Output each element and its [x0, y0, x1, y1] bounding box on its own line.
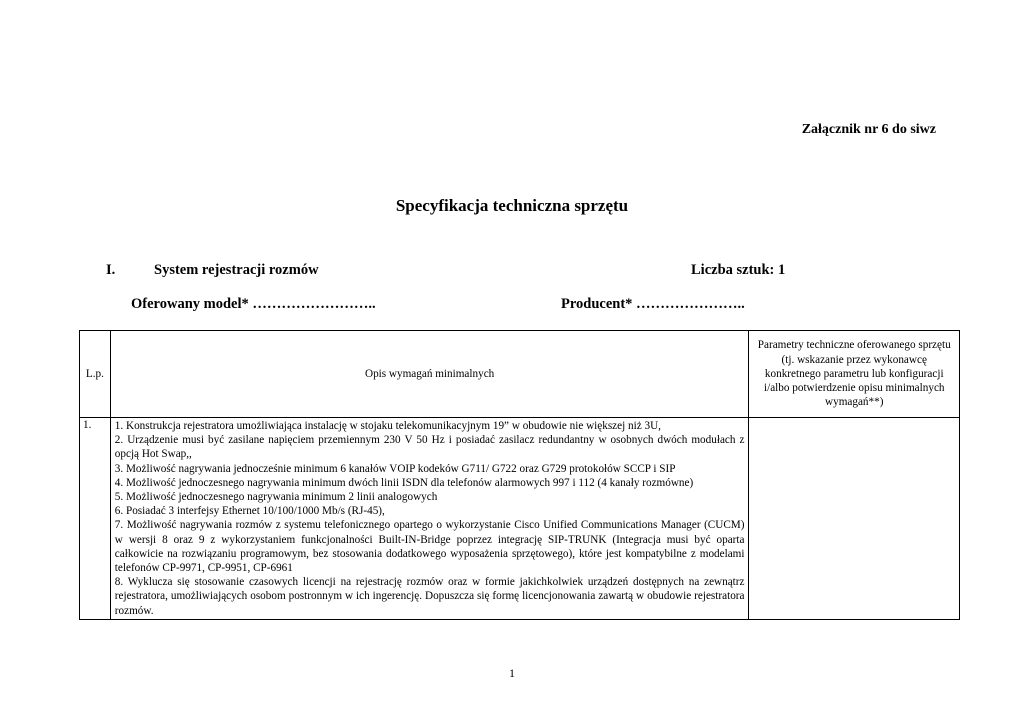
requirement-item: 1. Konstrukcja rejestratora umożliwiająca instalację w stojaku telekomunikacyjnym 19” w obudowie nie większej niż 3U, [114, 420, 661, 432]
requirement-item: 6. Posiadać 3 interfejsy Ethernet 10/100/1000 Mb/s (RJ-45), [114, 505, 385, 518]
table-row [80, 418, 960, 620]
header-description: Opis wymagań minimalnych [110, 331, 749, 418]
row-lp: 1. [80, 418, 111, 620]
header-lp: L.p. [80, 331, 111, 418]
requirement-item: 4. Możliwość jednoczesnego nagrywania minimum dwóch linii ISDN dla telefonów alarmowych 997 i 112 (4 kanały rozmówne) [114, 476, 694, 489]
specification-table [79, 330, 960, 620]
requirement-item: 2. Urządzenie musi być zasilane napięciem przemiennym 230 V 50 Hz i posiadać zasilacz redundantny w osobnych dwóch modułach z opcją Hot Swap,, [114, 434, 745, 461]
table-header-row [80, 331, 960, 418]
offered-model-label: Oferowany model* …………………….. [131, 296, 376, 312]
page-title: Specyfikacja techniczna sprzętu [395, 196, 629, 215]
producer-label: Producent* ………………….. [561, 296, 745, 312]
requirement-item: 7. Możliwość nagrywania rozmów z systemu telefonicznego opartego o wykorzystanie Cisco Unified Communications Manager (CUCM) w wersji 8 oraz 9 z wykorzystaniem funkcjonalności Built-IN-Bridge poprzez integrację SIP-TRUNK (Integracja musi być oparta całkowicie na rozwiązaniu programowym, bez stosowania dodatkowego wyposażenia sprzętowego), które jest kompatybilne z modelami telefonów CP-9971, CP-9951, CP-6961 [114, 519, 745, 575]
requirements-cell [110, 418, 749, 620]
page-number: 1 [509, 666, 515, 680]
annex-label: Załącznik nr 6 do siwz [801, 122, 936, 137]
quantity-label: Liczba sztuk: 1 [691, 262, 786, 278]
section-number: I. [106, 262, 116, 278]
requirement-item: 8. Wyklucza się stosowanie czasowych licencji na rejestrację rozmów oraz w formie jakichkolwiek urządzeń dostępnych na zewnątrz rejestratora, umożliwiających osobom postronnym w ich ingerencję. Dopuszcza się formę licencjonowania zawartą w obudowie rejestratora rozmów. [114, 576, 745, 617]
parameters-cell[interactable] [749, 418, 960, 620]
header-parameters: Parametry techniczne oferowanego sprzętu (tj. wskazanie przez wykonawcę konkretnego parametru lub konfiguracji i/albo potwierdzenie opisu minimalnych wymagań**) [749, 331, 960, 418]
requirement-item: 5. Możliwość jednoczesnego nagrywania minimum 2 linii analogowych [114, 491, 438, 504]
section-name: System rejestracji rozmów [154, 262, 319, 278]
requirement-item: 3. Możliwość nagrywania jednocześnie minimum 6 kanałów VOIP kodeków G711/ G722 oraz G729 protokołów SCCP i SIP [114, 462, 676, 475]
